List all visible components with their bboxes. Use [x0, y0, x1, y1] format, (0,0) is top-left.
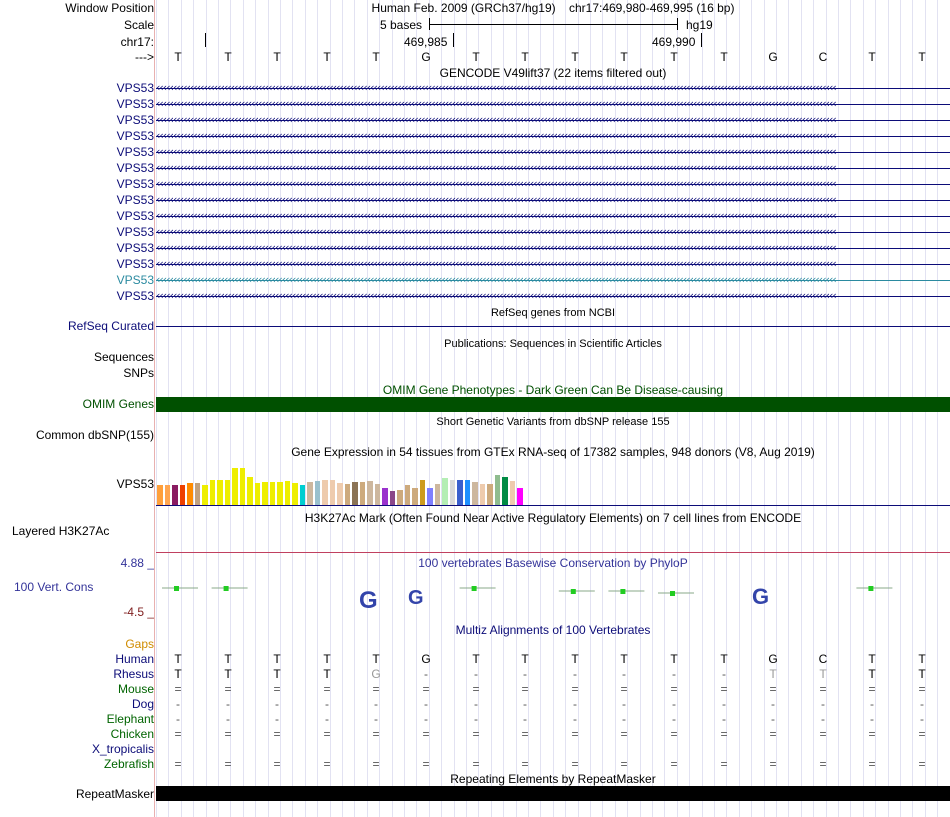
assembly-text: Human Feb. 2009 (GRCh37/hg19)	[371, 1, 556, 15]
gtex-tissue-bar[interactable]	[427, 488, 433, 505]
phylop-score-point	[174, 586, 179, 591]
species-label[interactable]: Human	[115, 652, 154, 666]
alignment-cell: =	[174, 682, 182, 696]
alignment-cell: T	[323, 667, 331, 681]
base-letter: T	[620, 50, 628, 64]
phylop-label[interactable]: 100 Vert. Cons	[14, 580, 94, 594]
gtex-tissue-bar[interactable]	[315, 481, 321, 505]
alignment-cell: -	[870, 697, 874, 711]
gtex-tissue-bar[interactable]	[375, 484, 381, 505]
alignment-cell: -	[573, 697, 577, 711]
alignment-cell: =	[323, 757, 331, 771]
alignment-cell: -	[870, 712, 874, 726]
phylop-plot[interactable]	[156, 570, 950, 620]
phylop-score-point	[472, 586, 477, 591]
alignment-cell: -	[672, 697, 676, 711]
alignment-cell: T	[670, 652, 678, 666]
alignment-cell: =	[372, 727, 380, 741]
species-label[interactable]: Mouse	[117, 682, 154, 696]
base-letter: G	[421, 50, 431, 64]
alignment-cell: =	[720, 727, 728, 741]
alignment-cell: -	[325, 697, 329, 711]
track-panel[interactable]	[156, 0, 950, 817]
alignment-cell: =	[422, 757, 430, 771]
gtex-tissue-bar[interactable]	[382, 488, 388, 505]
gencode-strand-arrows: ‹‹‹‹‹‹‹‹‹‹‹‹‹‹‹‹‹‹‹‹‹‹‹‹‹‹‹‹‹‹‹‹‹‹‹‹‹‹‹‹‹‹‹‹‹‹‹‹‹‹‹‹‹‹‹‹‹‹‹‹‹‹‹‹‹‹‹‹‹‹‹‹‹‹‹‹‹‹‹‹‹‹‹‹‹‹‹‹‹‹‹‹‹‹‹‹‹‹‹‹‹‹‹‹‹‹‹‹‹‹‹‹‹‹‹‹‹‹‹‹‹‹‹‹‹‹‹‹‹‹‹‹‹‹‹‹‹‹‹‹‹‹‹‹‹‹‹‹‹‹‹‹‹‹‹‹‹‹‹‹‹‹‹‹‹‹‹‹‹‹‹‹‹‹‹‹‹‹‹‹‹‹‹‹‹‹‹‹‹‹‹‹‹‹‹‹‹‹‹‹	[156, 289, 836, 302]
alignment-cell: -	[226, 697, 230, 711]
alignment-cell: T	[472, 652, 480, 666]
alignment-cell: =	[472, 727, 480, 741]
gtex-tissue-bar[interactable]	[195, 483, 201, 505]
gencode-gene-label[interactable]: VPS53	[116, 161, 154, 175]
alignment-cell: =	[323, 682, 331, 696]
gtex-tissue-bar[interactable]	[405, 485, 411, 505]
alignment-cell: T	[174, 652, 182, 666]
alignment-cell: -	[374, 712, 378, 726]
alignment-cell: -	[474, 667, 478, 681]
gencode-gene-label[interactable]: VPS53	[116, 145, 154, 159]
base-letter: T	[670, 50, 678, 64]
alignment-cell: =	[918, 727, 926, 741]
alignment-cell: =	[273, 727, 281, 741]
alignment-cell: T	[323, 652, 331, 666]
gencode-strand-arrows: ‹‹‹‹‹‹‹‹‹‹‹‹‹‹‹‹‹‹‹‹‹‹‹‹‹‹‹‹‹‹‹‹‹‹‹‹‹‹‹‹‹‹‹‹‹‹‹‹‹‹‹‹‹‹‹‹‹‹‹‹‹‹‹‹‹‹‹‹‹‹‹‹‹‹‹‹‹‹‹‹‹‹‹‹‹‹‹‹‹‹‹‹‹‹‹‹‹‹‹‹‹‹‹‹‹‹‹‹‹‹‹‹‹‹‹‹‹‹‹‹‹‹‹‹‹‹‹‹‹‹‹‹‹‹‹‹‹‹‹‹‹‹‹‹‹‹‹‹‹‹‹‹‹‹‹‹‹‹‹‹‹‹‹‹‹‹‹‹‹‹‹‹‹‹‹‹‹‹‹‹‹‹‹‹‹‹‹‹‹‹‹‹‹‹‹‹‹‹‹‹	[156, 241, 836, 254]
gencode-gene-label[interactable]: VPS53	[116, 113, 154, 127]
alignment-cell: =	[769, 682, 777, 696]
gtex-baseline	[156, 505, 950, 506]
alignment-cell: =	[819, 727, 827, 741]
alignment-cell: -	[622, 667, 626, 681]
alignment-cell: =	[571, 682, 579, 696]
omim-gene-bar[interactable]	[156, 397, 950, 412]
alignment-cell: -	[424, 667, 428, 681]
alignment-cell: -	[771, 712, 775, 726]
h3k27ac-label[interactable]: Layered H3K27Ac	[12, 524, 110, 538]
gencode-strand-arrows: ‹‹‹‹‹‹‹‹‹‹‹‹‹‹‹‹‹‹‹‹‹‹‹‹‹‹‹‹‹‹‹‹‹‹‹‹‹‹‹‹‹‹‹‹‹‹‹‹‹‹‹‹‹‹‹‹‹‹‹‹‹‹‹‹‹‹‹‹‹‹‹‹‹‹‹‹‹‹‹‹‹‹‹‹‹‹‹‹‹‹‹‹‹‹‹‹‹‹‹‹‹‹‹‹‹‹‹‹‹‹‹‹‹‹‹‹‹‹‹‹‹‹‹‹‹‹‹‹‹‹‹‹‹‹‹‹‹‹‹‹‹‹‹‹‹‹‹‹‹‹‹‹‹‹‹‹‹‹‹‹‹‹‹‹‹‹‹‹‹‹‹‹‹‹‹‹‹‹‹‹‹‹‹‹‹‹‹‹‹‹‹‹‹‹‹‹‹‹‹‹	[156, 161, 836, 174]
ruler-tick-2	[701, 33, 702, 47]
species-label[interactable]: Dog	[131, 697, 154, 711]
alignment-cell: T	[372, 652, 380, 666]
alignment-cell: =	[521, 727, 529, 741]
alignment-cell: =	[720, 682, 728, 696]
ruler-label-1: 469,985	[404, 35, 448, 49]
alignment-cell: =	[868, 682, 876, 696]
snps-label[interactable]: SNPs	[123, 366, 154, 380]
alignment-cell: -	[226, 712, 230, 726]
sequences-label[interactable]: Sequences	[93, 350, 154, 364]
gtex-tissue-bar[interactable]	[180, 485, 186, 505]
gencode-gene-label[interactable]: VPS53	[116, 81, 154, 95]
gencode-gene-label[interactable]: VPS53	[116, 273, 154, 287]
gencode-strand-arrows: ‹‹‹‹‹‹‹‹‹‹‹‹‹‹‹‹‹‹‹‹‹‹‹‹‹‹‹‹‹‹‹‹‹‹‹‹‹‹‹‹‹‹‹‹‹‹‹‹‹‹‹‹‹‹‹‹‹‹‹‹‹‹‹‹‹‹‹‹‹‹‹‹‹‹‹‹‹‹‹‹‹‹‹‹‹‹‹‹‹‹‹‹‹‹‹‹‹‹‹‹‹‹‹‹‹‹‹‹‹‹‹‹‹‹‹‹‹‹‹‹‹‹‹‹‹‹‹‹‹‹‹‹‹‹‹‹‹‹‹‹‹‹‹‹‹‹‹‹‹‹‹‹‹‹‹‹‹‹‹‹‹‹‹‹‹‹‹‹‹‹‹‹‹‹‹‹‹‹‹‹‹‹‹‹‹‹‹‹‹‹‹‹‹‹‹‹‹‹‹‹	[156, 273, 836, 286]
gtex-title: Gene Expression in 54 tissues from GTEx RNA-seq of 17382 samples, 948 donors (V8, Aug 2019)	[291, 445, 815, 459]
gencode-strand-arrows: ‹‹‹‹‹‹‹‹‹‹‹‹‹‹‹‹‹‹‹‹‹‹‹‹‹‹‹‹‹‹‹‹‹‹‹‹‹‹‹‹‹‹‹‹‹‹‹‹‹‹‹‹‹‹‹‹‹‹‹‹‹‹‹‹‹‹‹‹‹‹‹‹‹‹‹‹‹‹‹‹‹‹‹‹‹‹‹‹‹‹‹‹‹‹‹‹‹‹‹‹‹‹‹‹‹‹‹‹‹‹‹‹‹‹‹‹‹‹‹‹‹‹‹‹‹‹‹‹‹‹‹‹‹‹‹‹‹‹‹‹‹‹‹‹‹‹‹‹‹‹‹‹‹‹‹‹‹‹‹‹‹‹‹‹‹‹‹‹‹‹‹‹‹‹‹‹‹‹‹‹‹‹‹‹‹‹‹‹‹‹‹‹‹‹‹‹‹‹‹‹	[156, 81, 836, 94]
species-label[interactable]: Chicken	[110, 727, 154, 741]
alignment-cell: -	[523, 667, 527, 681]
track-labels-column	[0, 0, 154, 817]
scale-label: Scale	[123, 18, 154, 32]
gtex-tissue-bar[interactable]	[360, 482, 366, 505]
alignment-cell: T	[224, 652, 232, 666]
gtex-tissue-bar[interactable]	[442, 478, 448, 505]
alignment-cell: =	[819, 757, 827, 771]
alignment-cell: -	[622, 697, 626, 711]
alignment-cell: =	[273, 757, 281, 771]
alignment-cell: -	[920, 712, 924, 726]
gtex-tissue-bar[interactable]	[157, 485, 163, 505]
gencode-strand-arrows: ‹‹‹‹‹‹‹‹‹‹‹‹‹‹‹‹‹‹‹‹‹‹‹‹‹‹‹‹‹‹‹‹‹‹‹‹‹‹‹‹‹‹‹‹‹‹‹‹‹‹‹‹‹‹‹‹‹‹‹‹‹‹‹‹‹‹‹‹‹‹‹‹‹‹‹‹‹‹‹‹‹‹‹‹‹‹‹‹‹‹‹‹‹‹‹‹‹‹‹‹‹‹‹‹‹‹‹‹‹‹‹‹‹‹‹‹‹‹‹‹‹‹‹‹‹‹‹‹‹‹‹‹‹‹‹‹‹‹‹‹‹‹‹‹‹‹‹‹‹‹‹‹‹‹‹‹‹‹‹‹‹‹‹‹‹‹‹‹‹‹‹‹‹‹‹‹‹‹‹‹‹‹‹‹‹‹‹‹‹‹‹‹‹‹‹‹‹‹‹‹	[156, 145, 836, 158]
gtex-tissue-bar[interactable]	[277, 482, 283, 505]
gencode-strand-arrows: ‹‹‹‹‹‹‹‹‹‹‹‹‹‹‹‹‹‹‹‹‹‹‹‹‹‹‹‹‹‹‹‹‹‹‹‹‹‹‹‹‹‹‹‹‹‹‹‹‹‹‹‹‹‹‹‹‹‹‹‹‹‹‹‹‹‹‹‹‹‹‹‹‹‹‹‹‹‹‹‹‹‹‹‹‹‹‹‹‹‹‹‹‹‹‹‹‹‹‹‹‹‹‹‹‹‹‹‹‹‹‹‹‹‹‹‹‹‹‹‹‹‹‹‹‹‹‹‹‹‹‹‹‹‹‹‹‹‹‹‹‹‹‹‹‹‹‹‹‹‹‹‹‹‹‹‹‹‹‹‹‹‹‹‹‹‹‹‹‹‹‹‹‹‹‹‹‹‹‹‹‹‹‹‹‹‹‹‹‹‹‹‹‹‹‹‹‹‹‹‹	[156, 193, 836, 206]
alignment-cell: =	[620, 682, 628, 696]
alignment-cell: =	[372, 682, 380, 696]
phylop-score-point	[224, 586, 229, 591]
species-label[interactable]: Elephant	[106, 712, 154, 726]
alignment-cell: =	[224, 727, 232, 741]
alignment-cell: =	[224, 757, 232, 771]
gtex-tissue-bar[interactable]	[345, 484, 351, 505]
gtex-tissue-bar[interactable]	[262, 482, 268, 505]
scale-text: 5 bases	[380, 18, 423, 32]
gencode-gene-label[interactable]: VPS53	[116, 225, 154, 239]
base-letter: T	[323, 50, 331, 64]
base-letter: T	[224, 50, 232, 64]
gtex-tissue-bar[interactable]	[502, 477, 508, 505]
base-letter: T	[521, 50, 529, 64]
alignment-cell: =	[571, 757, 579, 771]
alignment-cell: T	[620, 652, 628, 666]
alignment-cell: =	[670, 727, 678, 741]
alignment-cell: -	[920, 697, 924, 711]
header-line	[156, 1, 950, 15]
alignment-cell: -	[176, 712, 180, 726]
alignment-cell: -	[275, 712, 279, 726]
alignment-cell: T	[868, 667, 876, 681]
dbsnp-title: Short Genetic Variants from dbSNP release 155	[436, 416, 670, 428]
alignment-cell: =	[571, 727, 579, 741]
base-letter: T	[372, 50, 380, 64]
window-position-label: Window Position	[65, 1, 154, 15]
gtex-tissue-bar[interactable]	[487, 484, 493, 505]
gtex-label[interactable]: VPS53	[116, 477, 154, 491]
alignment-cell: T	[273, 652, 281, 666]
alignment-cell: -	[374, 697, 378, 711]
alignment-cell: -	[722, 712, 726, 726]
gencode-strand-arrows: ‹‹‹‹‹‹‹‹‹‹‹‹‹‹‹‹‹‹‹‹‹‹‹‹‹‹‹‹‹‹‹‹‹‹‹‹‹‹‹‹‹‹‹‹‹‹‹‹‹‹‹‹‹‹‹‹‹‹‹‹‹‹‹‹‹‹‹‹‹‹‹‹‹‹‹‹‹‹‹‹‹‹‹‹‹‹‹‹‹‹‹‹‹‹‹‹‹‹‹‹‹‹‹‹‹‹‹‹‹‹‹‹‹‹‹‹‹‹‹‹‹‹‹‹‹‹‹‹‹‹‹‹‹‹‹‹‹‹‹‹‹‹‹‹‹‹‹‹‹‹‹‹‹‹‹‹‹‹‹‹‹‹‹‹‹‹‹‹‹‹‹‹‹‹‹‹‹‹‹‹‹‹‹‹‹‹‹‹‹‹‹‹‹‹‹‹‹‹‹‹	[156, 225, 836, 238]
alignment-cell: =	[720, 757, 728, 771]
phylop-logo-g2: G	[408, 587, 424, 609]
repeatmasker-label[interactable]: RepeatMasker	[75, 787, 154, 801]
gencode-strand-arrows: ‹‹‹‹‹‹‹‹‹‹‹‹‹‹‹‹‹‹‹‹‹‹‹‹‹‹‹‹‹‹‹‹‹‹‹‹‹‹‹‹‹‹‹‹‹‹‹‹‹‹‹‹‹‹‹‹‹‹‹‹‹‹‹‹‹‹‹‹‹‹‹‹‹‹‹‹‹‹‹‹‹‹‹‹‹‹‹‹‹‹‹‹‹‹‹‹‹‹‹‹‹‹‹‹‹‹‹‹‹‹‹‹‹‹‹‹‹‹‹‹‹‹‹‹‹‹‹‹‹‹‹‹‹‹‹‹‹‹‹‹‹‹‹‹‹‹‹‹‹‹‹‹‹‹‹‹‹‹‹‹‹‹‹‹‹‹‹‹‹‹‹‹‹‹‹‹‹‹‹‹‹‹‹‹‹‹‹‹‹‹‹‹‹‹‹‹‹‹‹‹	[156, 209, 836, 222]
alignment-cell: =	[620, 757, 628, 771]
alignment-cell: -	[325, 712, 329, 726]
alignment-cell: -	[771, 697, 775, 711]
alignment-cell: =	[670, 682, 678, 696]
gtex-tissue-bar[interactable]	[285, 481, 291, 505]
scale-bar	[429, 24, 677, 25]
ruler-tick-minor	[205, 33, 206, 47]
alignment-cell: -	[573, 712, 577, 726]
alignment-cell: -	[474, 712, 478, 726]
gtex-tissue-bar[interactable]	[292, 483, 298, 505]
phylop-score-point	[670, 591, 675, 596]
alignment-cell: =	[224, 682, 232, 696]
gtex-tissue-bar[interactable]	[480, 484, 486, 505]
refseq-gene-line[interactable]	[156, 326, 950, 327]
gencode-title[interactable]: GENCODE V49lift37 (22 items filtered out)	[439, 66, 667, 80]
gtex-tissue-bar[interactable]	[322, 480, 328, 505]
alignment-cell: -	[573, 667, 577, 681]
gtex-tissue-bar[interactable]	[367, 481, 373, 505]
species-label[interactable]: Rhesus	[113, 667, 154, 681]
alignment-cell: T	[571, 652, 579, 666]
gtex-tissue-bar[interactable]	[435, 484, 441, 505]
alignment-cell: =	[273, 682, 281, 696]
gtex-tissue-bar[interactable]	[172, 485, 178, 505]
gtex-tissue-bar[interactable]	[270, 482, 276, 505]
gtex-tissue-bar[interactable]	[240, 468, 246, 505]
gtex-tissue-bar[interactable]	[202, 485, 208, 505]
gencode-gene-label[interactable]: VPS53	[116, 97, 154, 111]
gencode-gene-label[interactable]: VPS53	[116, 289, 154, 303]
gtex-tissue-bar[interactable]	[247, 477, 253, 505]
gencode-gene-label[interactable]: VPS53	[116, 241, 154, 255]
omim-title: OMIM Gene Phenotypes - Dark Green Can Be Disease-causing	[382, 383, 724, 397]
gtex-tissue-bar[interactable]	[465, 480, 471, 505]
species-label[interactable]: Zebrafish	[103, 757, 154, 771]
gtex-tissue-bar[interactable]	[472, 482, 478, 505]
gtex-tissue-bar[interactable]	[517, 488, 523, 505]
scale-db: hg19	[686, 18, 713, 32]
multiz-title: Multiz Alignments of 100 Vertebrates	[455, 623, 651, 637]
gtex-tissue-bar[interactable]	[397, 490, 403, 505]
alignment-cell: -	[176, 697, 180, 711]
phylop-score-point	[868, 586, 873, 591]
refseq-label[interactable]: RefSeq Curated	[67, 319, 154, 333]
alignment-cell: =	[868, 727, 876, 741]
gtex-tissue-bar[interactable]	[510, 481, 516, 505]
alignment-cell: -	[275, 697, 279, 711]
gtex-tissue-bar[interactable]	[210, 480, 216, 505]
ruler-label-2: 469,990	[652, 35, 696, 49]
alignment-cell: -	[821, 697, 825, 711]
h3k27ac-baseline	[156, 552, 950, 553]
alignment-cell: T	[174, 667, 182, 681]
alignment-cell: T	[769, 667, 777, 681]
scale-bar-right-tick	[677, 18, 678, 30]
label-divider	[154, 0, 155, 817]
omim-label[interactable]: OMIM Genes	[82, 397, 154, 411]
phylop-score-point	[620, 589, 625, 594]
base-letter: T	[868, 50, 876, 64]
gtex-tissue-bar[interactable]	[255, 483, 261, 505]
base-letter: T	[720, 50, 728, 64]
repeatmasker-title: Repeating Elements by RepeatMasker	[450, 772, 656, 786]
gencode-gene-label[interactable]: VPS53	[116, 129, 154, 143]
alignment-cell: -	[722, 697, 726, 711]
alignment-cell: G	[371, 667, 381, 681]
alignment-cell: -	[474, 697, 478, 711]
gencode-gene-label[interactable]: VPS53	[116, 177, 154, 191]
gtex-tissue-bar[interactable]	[165, 485, 171, 505]
alignment-cell: =	[918, 757, 926, 771]
gencode-strand-arrows: ‹‹‹‹‹‹‹‹‹‹‹‹‹‹‹‹‹‹‹‹‹‹‹‹‹‹‹‹‹‹‹‹‹‹‹‹‹‹‹‹‹‹‹‹‹‹‹‹‹‹‹‹‹‹‹‹‹‹‹‹‹‹‹‹‹‹‹‹‹‹‹‹‹‹‹‹‹‹‹‹‹‹‹‹‹‹‹‹‹‹‹‹‹‹‹‹‹‹‹‹‹‹‹‹‹‹‹‹‹‹‹‹‹‹‹‹‹‹‹‹‹‹‹‹‹‹‹‹‹‹‹‹‹‹‹‹‹‹‹‹‹‹‹‹‹‹‹‹‹‹‹‹‹‹‹‹‹‹‹‹‹‹‹‹‹‹‹‹‹‹‹‹‹‹‹‹‹‹‹‹‹‹‹‹‹‹‹‹‹‹‹‹‹‹‹‹‹‹‹‹	[156, 129, 836, 142]
publications-title: Publications: Sequences in Scientific Articles	[444, 338, 662, 350]
alignment-cell: T	[918, 652, 926, 666]
species-label[interactable]: X_tropicalis	[91, 742, 154, 756]
gtex-tissue-bar[interactable]	[225, 480, 231, 505]
alignment-cell: =	[174, 727, 182, 741]
position-text: chr17:469,980-469,995 (16 bp)	[568, 1, 735, 15]
alignment-cell: G	[421, 652, 431, 666]
alignment-cell: =	[323, 727, 331, 741]
gencode-strand-arrows: ‹‹‹‹‹‹‹‹‹‹‹‹‹‹‹‹‹‹‹‹‹‹‹‹‹‹‹‹‹‹‹‹‹‹‹‹‹‹‹‹‹‹‹‹‹‹‹‹‹‹‹‹‹‹‹‹‹‹‹‹‹‹‹‹‹‹‹‹‹‹‹‹‹‹‹‹‹‹‹‹‹‹‹‹‹‹‹‹‹‹‹‹‹‹‹‹‹‹‹‹‹‹‹‹‹‹‹‹‹‹‹‹‹‹‹‹‹‹‹‹‹‹‹‹‹‹‹‹‹‹‹‹‹‹‹‹‹‹‹‹‹‹‹‹‹‹‹‹‹‹‹‹‹‹‹‹‹‹‹‹‹‹‹‹‹‹‹‹‹‹‹‹‹‹‹‹‹‹‹‹‹‹‹‹‹‹‹‹‹‹‹‹‹‹‹‹‹‹‹‹	[156, 257, 836, 270]
phylop-title: 100 vertebrates Basewise Conservation by PhyloP	[418, 556, 688, 570]
alignment-cell: =	[422, 682, 430, 696]
gtex-tissue-bar[interactable]	[330, 480, 336, 505]
phylop-max-label: 4.88 _	[120, 556, 154, 570]
alignment-cell: T	[273, 667, 281, 681]
alignment-cell: T	[521, 652, 529, 666]
alignment-cell: =	[472, 757, 480, 771]
gtex-tissue-bar[interactable]	[457, 480, 463, 505]
refseq-title: RefSeq genes from NCBI	[490, 307, 616, 319]
alignment-cell: =	[521, 757, 529, 771]
phylop-logo-g3: G	[752, 584, 770, 609]
h3k27ac-title: H3K27Ac Mark (Often Found Near Active Regulatory Elements) on 7 cell lines from ENCODE	[304, 511, 802, 525]
strand-label: --->	[135, 50, 154, 64]
gencode-strand-arrows: ‹‹‹‹‹‹‹‹‹‹‹‹‹‹‹‹‹‹‹‹‹‹‹‹‹‹‹‹‹‹‹‹‹‹‹‹‹‹‹‹‹‹‹‹‹‹‹‹‹‹‹‹‹‹‹‹‹‹‹‹‹‹‹‹‹‹‹‹‹‹‹‹‹‹‹‹‹‹‹‹‹‹‹‹‹‹‹‹‹‹‹‹‹‹‹‹‹‹‹‹‹‹‹‹‹‹‹‹‹‹‹‹‹‹‹‹‹‹‹‹‹‹‹‹‹‹‹‹‹‹‹‹‹‹‹‹‹‹‹‹‹‹‹‹‹‹‹‹‹‹‹‹‹‹‹‹‹‹‹‹‹‹‹‹‹‹‹‹‹‹‹‹‹‹‹‹‹‹‹‹‹‹‹‹‹‹‹‹‹‹‹‹‹‹‹‹‹‹‹‹	[156, 177, 836, 190]
dbsnp-label[interactable]: Common dbSNP(155)	[35, 428, 154, 442]
alignment-cell: =	[868, 757, 876, 771]
alignment-cell: =	[372, 757, 380, 771]
alignment-cell: -	[523, 697, 527, 711]
alignment-cell: -	[722, 667, 726, 681]
gtex-tissue-bar[interactable]	[412, 488, 418, 505]
alignment-cell: -	[821, 712, 825, 726]
base-letter: T	[472, 50, 480, 64]
gtex-tissue-bar[interactable]	[420, 480, 426, 505]
alignment-cell: T	[868, 652, 876, 666]
gtex-tissue-bar[interactable]	[187, 483, 193, 505]
base-letter: C	[818, 50, 828, 64]
alignment-cell: -	[424, 697, 428, 711]
gencode-gene-label[interactable]: VPS53	[116, 257, 154, 271]
alignment-cell: =	[819, 682, 827, 696]
gencode-strand-arrows: ‹‹‹‹‹‹‹‹‹‹‹‹‹‹‹‹‹‹‹‹‹‹‹‹‹‹‹‹‹‹‹‹‹‹‹‹‹‹‹‹‹‹‹‹‹‹‹‹‹‹‹‹‹‹‹‹‹‹‹‹‹‹‹‹‹‹‹‹‹‹‹‹‹‹‹‹‹‹‹‹‹‹‹‹‹‹‹‹‹‹‹‹‹‹‹‹‹‹‹‹‹‹‹‹‹‹‹‹‹‹‹‹‹‹‹‹‹‹‹‹‹‹‹‹‹‹‹‹‹‹‹‹‹‹‹‹‹‹‹‹‹‹‹‹‹‹‹‹‹‹‹‹‹‹‹‹‹‹‹‹‹‹‹‹‹‹‹‹‹‹‹‹‹‹‹‹‹‹‹‹‹‹‹‹‹‹‹‹‹‹‹‹‹‹‹‹‹‹‹‹	[156, 97, 836, 110]
alignment-cell: -	[622, 712, 626, 726]
alignment-cell: -	[523, 712, 527, 726]
gaps-label: Gaps	[125, 637, 154, 651]
gencode-gene-label[interactable]: VPS53	[116, 209, 154, 223]
alignment-cell: T	[720, 652, 728, 666]
base-letter: G	[768, 50, 778, 64]
gtex-tissue-bar[interactable]	[217, 480, 223, 505]
alignment-cell: T	[819, 667, 827, 681]
base-letter: T	[918, 50, 926, 64]
gtex-tissue-bar[interactable]	[352, 482, 358, 505]
gtex-tissue-bar[interactable]	[495, 475, 501, 505]
base-letter: T	[571, 50, 579, 64]
gtex-tissue-bar[interactable]	[450, 480, 456, 505]
alignment-cell: =	[472, 682, 480, 696]
gtex-tissue-bar[interactable]	[232, 468, 238, 505]
gencode-strand-arrows: ‹‹‹‹‹‹‹‹‹‹‹‹‹‹‹‹‹‹‹‹‹‹‹‹‹‹‹‹‹‹‹‹‹‹‹‹‹‹‹‹‹‹‹‹‹‹‹‹‹‹‹‹‹‹‹‹‹‹‹‹‹‹‹‹‹‹‹‹‹‹‹‹‹‹‹‹‹‹‹‹‹‹‹‹‹‹‹‹‹‹‹‹‹‹‹‹‹‹‹‹‹‹‹‹‹‹‹‹‹‹‹‹‹‹‹‹‹‹‹‹‹‹‹‹‹‹‹‹‹‹‹‹‹‹‹‹‹‹‹‹‹‹‹‹‹‹‹‹‹‹‹‹‹‹‹‹‹‹‹‹‹‹‹‹‹‹‹‹‹‹‹‹‹‹‹‹‹‹‹‹‹‹‹‹‹‹‹‹‹‹‹‹‹‹‹‹‹‹‹‹	[156, 113, 836, 126]
gtex-tissue-bar[interactable]	[307, 482, 313, 505]
phylop-score-point	[571, 589, 576, 594]
alignment-cell: =	[918, 682, 926, 696]
gtex-tissue-bar[interactable]	[390, 491, 396, 505]
phylop-logo-g1: G	[359, 587, 378, 614]
gtex-bar-chart[interactable]	[156, 459, 950, 505]
alignment-cell: G	[768, 652, 778, 666]
base-letter: T	[174, 50, 182, 64]
gencode-gene-label[interactable]: VPS53	[116, 193, 154, 207]
alignment-cell: =	[174, 757, 182, 771]
alignment-cell: =	[422, 727, 430, 741]
chrom-label: chr17:	[120, 35, 154, 49]
alignment-cell: -	[672, 712, 676, 726]
gtex-tissue-bar[interactable]	[337, 483, 343, 505]
ruler-tick-1	[453, 33, 454, 47]
alignment-cell: T	[918, 667, 926, 681]
alignment-cell: =	[620, 727, 628, 741]
alignment-cell: T	[224, 667, 232, 681]
base-letter: T	[273, 50, 281, 64]
alignment-cell: =	[670, 757, 678, 771]
alignment-cell: -	[672, 667, 676, 681]
phylop-min-label: -4.5 _	[123, 605, 154, 619]
alignment-cell: C	[818, 652, 828, 666]
alignment-cell: =	[769, 727, 777, 741]
alignment-cell: -	[424, 712, 428, 726]
alignment-cell: =	[769, 757, 777, 771]
gtex-tissue-bar[interactable]	[300, 485, 306, 505]
repeatmasker-bar[interactable]	[156, 786, 950, 801]
alignment-cell: =	[521, 682, 529, 696]
